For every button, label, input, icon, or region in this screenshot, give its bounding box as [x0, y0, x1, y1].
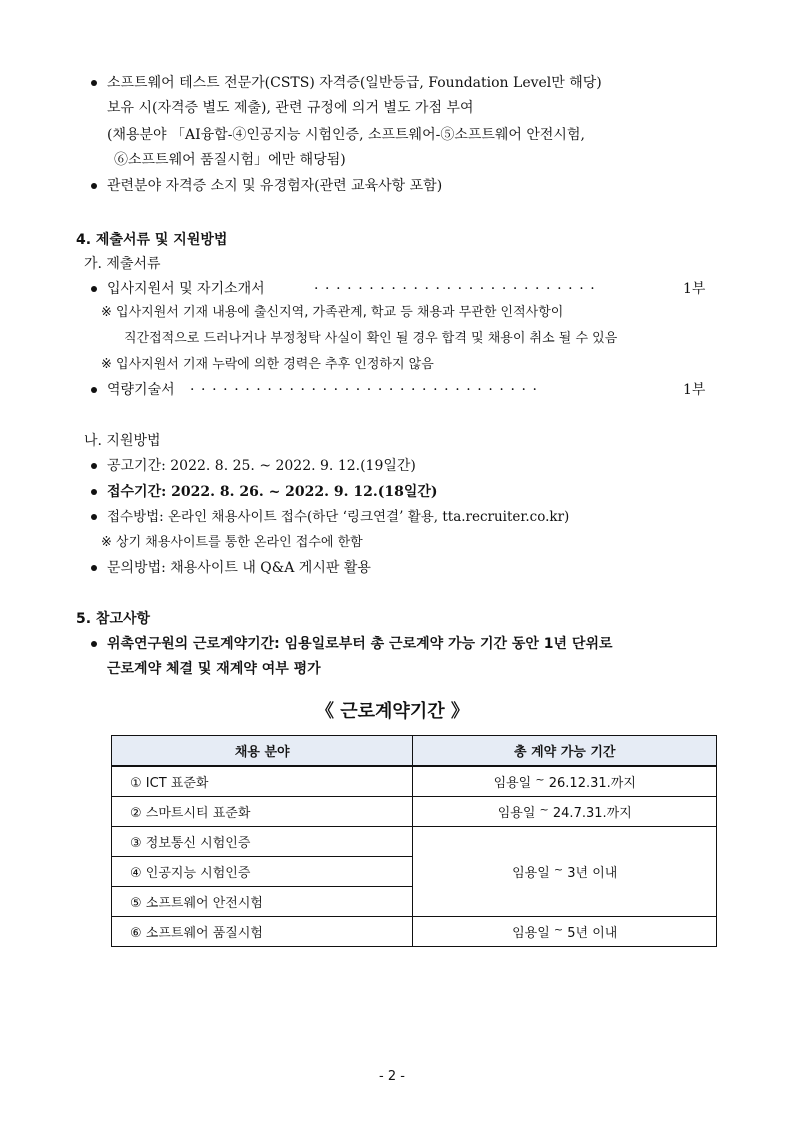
page-number: - 2 - [379, 1069, 405, 1084]
period-suffix: 24.7.31.까지 [552, 806, 632, 821]
col-header-field: 채용 분야 [112, 736, 413, 767]
contract-table-title: 《 근로계약기간 》 [316, 701, 469, 722]
period-suffix: 3년 이내 [567, 866, 618, 881]
col-header-period: 총 계약 가능 기간 [413, 736, 717, 767]
contract-period-note-line1: 위촉연구원의 근로계약기간: 임용일로부터 총 근로계약 가능 기간 동안 1년 단위로 [107, 636, 613, 652]
period-suffix: 26.12.31.까지 [548, 776, 636, 791]
related-cert-bullet: 관련분야 자격증 소지 및 유경험자(관련 교육사항 포함) [107, 178, 443, 194]
field-cell: ⑥ 소프트웨어 품질시험 [112, 917, 413, 947]
table-row [112, 797, 717, 827]
doc-application-leader: ·························· [314, 281, 602, 297]
tilde: ~ [539, 803, 549, 816]
csts-bonus-line3: (채용분야 「AI융합-④인공지능 시험인증, 소프트웨어-⑤소프트웨어 안전시험, [107, 127, 585, 143]
contract-period-note-line2: 근로계약 체결 및 재계약 여부 평가 [107, 661, 321, 677]
period-suffix: 5년 이내 [567, 926, 618, 941]
contract-period-table [111, 735, 717, 947]
bullet-dot [91, 183, 97, 189]
period-prefix: 임용일 [512, 866, 550, 881]
application-method: 접수방법: 온라인 채용사이트 접수(하단 ‘링크연결’ 활용, tta.recruiter.co.kr) [107, 509, 570, 525]
tilde: ~ [535, 773, 545, 786]
bullet-dot [91, 641, 97, 647]
field-cell: ① ICT 표준화 [112, 766, 413, 797]
period-prefix: 임용일 [493, 776, 532, 791]
doc-competency-label: 역량기술서 [107, 382, 175, 398]
bullet-dot [91, 489, 97, 495]
tilde: ~ [553, 863, 564, 876]
doc-competency-count: 1부 [683, 382, 706, 398]
csts-bonus-line2: 보유 시(자격증 별도 제출), 관련 규정에 의거 별도 가점 부여 [107, 100, 474, 116]
notice-period: 공고기간: 2022. 8. 25. ~ 2022. 9. 12.(19일간) [107, 458, 416, 474]
inquiry-method: 문의방법: 채용사이트 내 Q&A 게시판 활용 [107, 560, 371, 576]
period-prefix: 임용일 [512, 926, 550, 941]
table-row [112, 827, 717, 857]
note-personal-info-line2: 직간접적으로 드러나거나 부정청탁 사실이 확인 될 경우 합격 및 채용이 취소 될 수 있음 [124, 331, 618, 346]
note-omission: ※ 입사지원서 기재 누락에 의한 경력은 추후 인정하지 않음 [101, 357, 434, 372]
section-4-heading: 4. 제출서류 및 지원방법 [76, 232, 228, 248]
submission-docs-subheading: 가. 제출서류 [84, 256, 161, 272]
bullet-dot [91, 286, 97, 292]
period-cell [413, 827, 717, 917]
note-personal-info-line1: ※ 입사지원서 기재 내용에 출신지역, 가족관계, 학교 등 채용과 무관한 인적사항이 [101, 305, 564, 320]
period-cell [413, 797, 717, 827]
application-method-subheading: 나. 지원방법 [84, 433, 161, 449]
period-prefix: 임용일 [497, 806, 536, 821]
doc-competency-leader: ································ [190, 382, 544, 398]
field-cell: ② 스마트시티 표준화 [112, 797, 413, 827]
section-5-heading: 5. 참고사항 [76, 611, 151, 627]
doc-application-label: 입사지원서 및 자기소개서 [107, 281, 265, 297]
tilde: ~ [553, 923, 564, 936]
bullet-dot [91, 463, 97, 469]
field-cell: ④ 인공지능 시험인증 [112, 857, 413, 887]
bullet-dot [91, 514, 97, 520]
csts-bonus-line4: ⑥소프트웨어 품질시험」에만 해당됨) [114, 152, 346, 168]
period-cell [413, 766, 717, 797]
period-cell [413, 917, 717, 947]
method-note: ※ 상기 채용사이트를 통한 온라인 접수에 한함 [101, 535, 363, 550]
bullet-dot [91, 80, 97, 86]
field-cell: ⑤ 소프트웨어 안전시험 [112, 887, 413, 917]
csts-bonus-line1: 소프트웨어 테스트 전문가(CSTS) 자격증(일반등급, Foundation Level만 해당) [107, 75, 602, 91]
table-row [112, 917, 717, 947]
bullet-dot [91, 565, 97, 571]
table-row [112, 766, 717, 797]
bullet-dot [91, 387, 97, 393]
receipt-period: 접수기간: 2022. 8. 26. ~ 2022. 9. 12.(18일간) [107, 484, 438, 500]
doc-application-count: 1부 [683, 281, 706, 297]
table-header-row [112, 736, 717, 767]
field-cell: ③ 정보통신 시험인증 [112, 827, 413, 857]
